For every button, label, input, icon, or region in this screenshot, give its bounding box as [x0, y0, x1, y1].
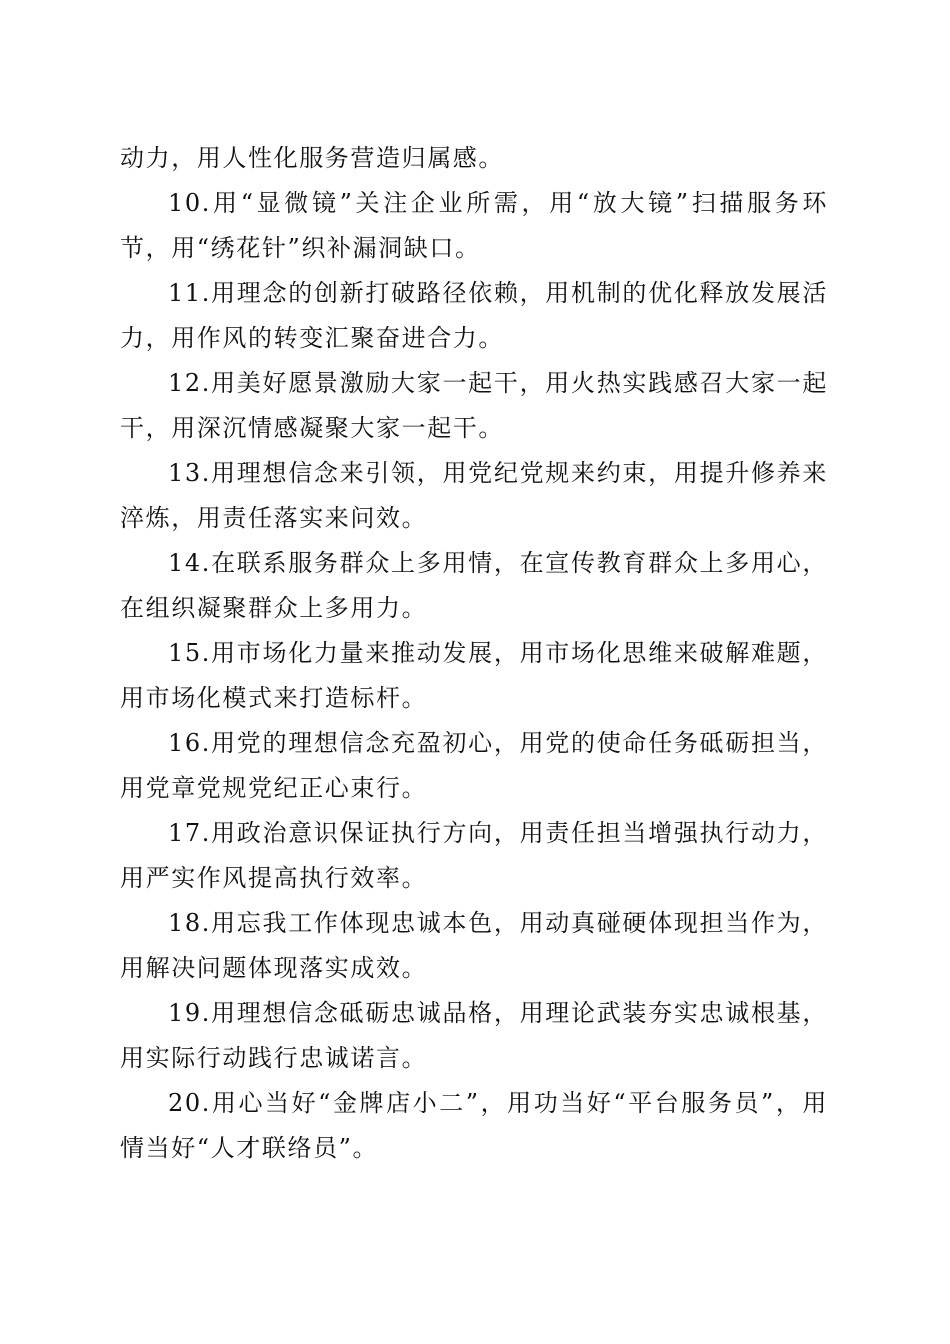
list-item-10: 10.用“显微镜”关注企业所需，用“放大镜”扫描服务环节，用“绣花针”织补漏洞缺口。: [120, 189, 828, 262]
list-item-13: 13.用理想信念来引领，用党纪党规来约束，用提升修养来淬炼，用责任落实来问效。: [120, 459, 828, 532]
continuation-paragraph: 动力，用人性化服务营造归属感。: [120, 144, 504, 172]
document-body: [120, 136, 828, 1171]
list-item-15: 15.用市场化力量来推动发展，用市场化思维来破解难题，用市场化模式来打造标杆。: [120, 639, 828, 712]
list-item-16: 16.用党的理想信念充盈初心，用党的使命任务砥砺担当，用党章党规党纪正心束行。: [120, 729, 828, 802]
list-item-11: 11.用理念的创新打破路径依赖，用机制的优化释放发展活力，用作风的转变汇聚奋进合力。: [120, 279, 828, 352]
list-item-14: 14.在联系服务群众上多用情，在宣传教育群众上多用心，在组织凝聚群众上多用力。: [120, 549, 828, 622]
list-item-17: 17.用政治意识保证执行方向，用责任担当增强执行动力，用严实作风提高执行效率。: [120, 819, 828, 892]
list-item-18: 18.用忘我工作体现忠诚本色，用动真碰硬体现担当作为，用解决问题体现落实成效。: [120, 909, 828, 982]
list-item-19: 19.用理想信念砥砺忠诚品格，用理论武装夯实忠诚根基，用实际行动践行忠诚诺言。: [120, 999, 828, 1072]
list-item-12: 12.用美好愿景激励大家一起干，用火热实践感召大家一起干，用深沉情感凝聚大家一起干。: [120, 369, 828, 442]
list-item-20: 20.用心当好“金牌店小二”，用功当好“平台服务员”，用情当好“人才联络员”。: [120, 1089, 828, 1162]
